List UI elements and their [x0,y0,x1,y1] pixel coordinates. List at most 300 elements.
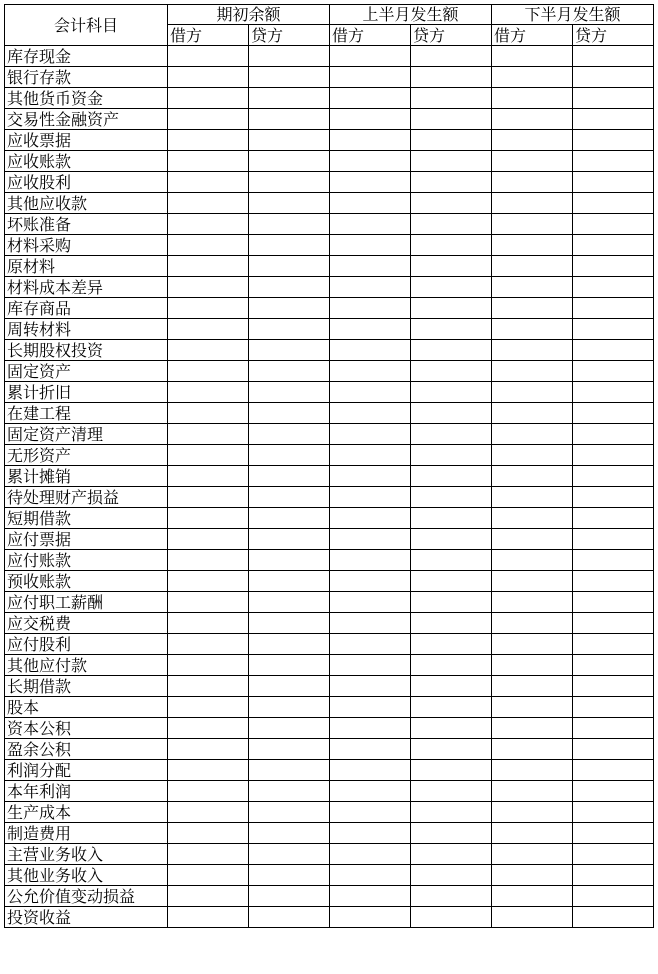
first-half-credit-cell[interactable] [411,130,492,151]
table-row [5,508,654,529]
opening-credit-cell[interactable] [249,46,330,67]
first-half-debit-cell[interactable] [330,718,411,739]
second-half-debit-cell[interactable] [492,676,573,697]
first-half-debit-cell[interactable] [330,823,411,844]
second-half-debit-cell[interactable] [492,424,573,445]
opening-debit-cell[interactable] [168,907,249,928]
second-half-debit-cell[interactable] [492,802,573,823]
opening-credit-cell[interactable] [249,151,330,172]
second-half-credit-cell[interactable] [573,382,654,403]
table-header [5,5,654,46]
opening-credit-cell[interactable] [249,739,330,760]
opening-debit-cell[interactable] [168,130,249,151]
opening-credit-cell[interactable] [249,550,330,571]
second-half-credit-cell[interactable] [573,424,654,445]
second-half-credit-cell[interactable] [573,592,654,613]
first-half-debit-cell[interactable] [330,403,411,424]
opening-credit-cell[interactable] [249,109,330,130]
second-half-debit-cell[interactable] [492,886,573,907]
table-row [5,424,654,445]
opening-credit-cell[interactable] [249,781,330,802]
second-half-debit-cell[interactable] [492,697,573,718]
first-half-credit-cell[interactable] [411,718,492,739]
first-half-debit-cell[interactable] [330,382,411,403]
first-half-debit-cell[interactable] [330,340,411,361]
opening-debit-cell[interactable] [168,865,249,886]
account-name-cell: 其他业务收入 [5,865,168,886]
account-name-cell: 应收账款 [5,151,168,172]
table-row [5,46,654,67]
first-half-credit-cell[interactable] [411,697,492,718]
opening-credit-cell[interactable] [249,676,330,697]
second-half-debit-cell[interactable] [492,214,573,235]
second-half-debit-cell[interactable] [492,382,573,403]
second-half-credit-cell[interactable] [573,487,654,508]
first-half-debit-cell[interactable] [330,739,411,760]
first-half-debit-cell[interactable] [330,256,411,277]
table-row [5,382,654,403]
opening-debit-cell[interactable] [168,697,249,718]
table-row [5,760,654,781]
second-half-credit-cell[interactable] [573,760,654,781]
second-half-credit-cell[interactable] [573,739,654,760]
first-half-credit-cell[interactable] [411,550,492,571]
opening-debit-cell[interactable] [168,445,249,466]
opening-debit-cell[interactable] [168,298,249,319]
account-name-cell: 应付票据 [5,529,168,550]
opening-credit-header: 贷方 [249,25,330,46]
first-half-debit-cell[interactable] [330,235,411,256]
second-half-debit-cell[interactable] [492,466,573,487]
account-name-cell: 固定资产 [5,361,168,382]
opening-credit-cell[interactable] [249,88,330,109]
second-half-debit-cell[interactable] [492,529,573,550]
opening-credit-cell[interactable] [249,508,330,529]
second-half-debit-cell[interactable] [492,67,573,88]
subject-column-header: 会计科目 [5,5,168,46]
second-half-credit-cell[interactable] [573,46,654,67]
second-half-credit-cell[interactable] [573,466,654,487]
table-row [5,739,654,760]
account-name-cell: 应付账款 [5,550,168,571]
second-half-credit-cell[interactable] [573,676,654,697]
second-half-credit-cell[interactable] [573,886,654,907]
first-half-debit-cell[interactable] [330,445,411,466]
account-name-cell: 公允价值变动损益 [5,886,168,907]
opening-debit-cell[interactable] [168,67,249,88]
table-row [5,130,654,151]
opening-debit-cell[interactable] [168,172,249,193]
first-half-credit-cell[interactable] [411,487,492,508]
opening-debit-cell[interactable] [168,109,249,130]
second-half-debit-cell[interactable] [492,571,573,592]
second-half-debit-cell[interactable] [492,613,573,634]
opening-debit-cell[interactable] [168,571,249,592]
opening-debit-cell[interactable] [168,151,249,172]
first-half-credit-cell[interactable] [411,256,492,277]
table-row [5,172,654,193]
first-half-debit-cell[interactable] [330,907,411,928]
second-half-debit-cell[interactable] [492,907,573,928]
first-half-credit-cell[interactable] [411,760,492,781]
opening-debit-cell[interactable] [168,340,249,361]
second-half-debit-cell[interactable] [492,403,573,424]
opening-credit-cell[interactable] [249,823,330,844]
second-half-credit-cell[interactable] [573,634,654,655]
second-half-debit-cell[interactable] [492,844,573,865]
second-half-credit-cell[interactable] [573,88,654,109]
second-half-credit-cell[interactable] [573,298,654,319]
opening-debit-cell[interactable] [168,277,249,298]
second-half-credit-cell[interactable] [573,109,654,130]
table-row [5,592,654,613]
first-half-credit-cell[interactable] [411,46,492,67]
opening-credit-cell[interactable] [249,697,330,718]
opening-credit-cell[interactable] [249,235,330,256]
opening-credit-cell[interactable] [249,529,330,550]
table-row [5,88,654,109]
second-half-credit-cell[interactable] [573,277,654,298]
opening-debit-cell[interactable] [168,718,249,739]
first-half-debit-cell[interactable] [330,214,411,235]
second-half-debit-cell[interactable] [492,508,573,529]
second-half-debit-cell[interactable] [492,172,573,193]
opening-debit-cell[interactable] [168,382,249,403]
second-half-credit-cell[interactable] [573,571,654,592]
second-half-credit-cell[interactable] [573,613,654,634]
opening-credit-cell[interactable] [249,613,330,634]
first-half-credit-cell[interactable] [411,634,492,655]
opening-debit-cell[interactable] [168,592,249,613]
account-name-cell: 原材料 [5,256,168,277]
second-half-debit-cell[interactable] [492,298,573,319]
opening-credit-cell[interactable] [249,445,330,466]
second-half-credit-cell[interactable] [573,172,654,193]
second-half-debit-cell[interactable] [492,46,573,67]
first-half-credit-cell[interactable] [411,823,492,844]
opening-debit-cell[interactable] [168,214,249,235]
first-half-credit-cell[interactable] [411,508,492,529]
second-half-debit-cell[interactable] [492,781,573,802]
opening-credit-cell[interactable] [249,802,330,823]
opening-credit-cell[interactable] [249,844,330,865]
first-half-credit-cell[interactable] [411,172,492,193]
opening-credit-cell[interactable] [249,214,330,235]
first-half-debit-cell[interactable] [330,151,411,172]
second-half-debit-cell[interactable] [492,592,573,613]
opening-debit-cell[interactable] [168,235,249,256]
first-half-debit-cell[interactable] [330,613,411,634]
first-half-debit-cell[interactable] [330,802,411,823]
opening-credit-cell[interactable] [249,424,330,445]
opening-credit-cell[interactable] [249,571,330,592]
second-half-debit-cell[interactable] [492,760,573,781]
opening-credit-cell[interactable] [249,319,330,340]
second-half-debit-cell[interactable] [492,193,573,214]
account-name-cell: 材料采购 [5,235,168,256]
table-row [5,781,654,802]
second-half-month-header: 下半月发生额 [492,5,654,25]
opening-debit-cell[interactable] [168,487,249,508]
opening-credit-cell[interactable] [249,361,330,382]
account-name-cell: 应付股利 [5,634,168,655]
opening-debit-cell[interactable] [168,550,249,571]
second-half-debit-cell[interactable] [492,550,573,571]
second-half-debit-cell[interactable] [492,487,573,508]
account-name-cell: 坏账准备 [5,214,168,235]
account-name-cell: 利润分配 [5,760,168,781]
second-half-credit-cell[interactable] [573,907,654,928]
first-half-credit-cell[interactable] [411,298,492,319]
second-half-debit-cell[interactable] [492,151,573,172]
first-half-debit-cell[interactable] [330,781,411,802]
account-name-cell: 交易性金融资产 [5,109,168,130]
table-row [5,550,654,571]
first-half-debit-cell[interactable] [330,67,411,88]
opening-debit-cell[interactable] [168,529,249,550]
first-half-debit-cell[interactable] [330,550,411,571]
first-half-credit-cell[interactable] [411,655,492,676]
opening-debit-cell[interactable] [168,361,249,382]
second-half-credit-cell[interactable] [573,235,654,256]
second-half-debit-cell[interactable] [492,634,573,655]
first-half-credit-cell[interactable] [411,193,492,214]
account-name-cell: 材料成本差异 [5,277,168,298]
first-half-credit-cell[interactable] [411,865,492,886]
first-half-debit-cell[interactable] [330,697,411,718]
opening-debit-cell[interactable] [168,424,249,445]
opening-balance-header: 期初余额 [168,5,330,25]
account-name-cell: 应收股利 [5,172,168,193]
second-half-debit-cell[interactable] [492,718,573,739]
opening-debit-cell[interactable] [168,844,249,865]
first-half-credit-cell[interactable] [411,109,492,130]
first-half-debit-cell[interactable] [330,865,411,886]
first-half-credit-cell[interactable] [411,235,492,256]
second-half-credit-cell[interactable] [573,529,654,550]
second-half-credit-cell[interactable] [573,823,654,844]
table-row [5,676,654,697]
second-half-credit-cell[interactable] [573,550,654,571]
second-half-credit-cell[interactable] [573,193,654,214]
account-name-cell: 生产成本 [5,802,168,823]
first-half-debit-cell[interactable] [330,172,411,193]
second-half-debit-cell[interactable] [492,319,573,340]
first-half-credit-cell[interactable] [411,151,492,172]
first-half-credit-cell[interactable] [411,445,492,466]
second-half-credit-cell[interactable] [573,67,654,88]
opening-credit-cell[interactable] [249,760,330,781]
table-row [5,802,654,823]
first-half-credit-cell[interactable] [411,214,492,235]
first-half-credit-cell[interactable] [411,361,492,382]
second-half-credit-cell[interactable] [573,802,654,823]
ledger-table [4,4,654,928]
table-row [5,655,654,676]
second-half-debit-cell[interactable] [492,277,573,298]
opening-credit-cell[interactable] [249,340,330,361]
first-half-debit-cell[interactable] [330,109,411,130]
table-row [5,613,654,634]
first-half-debit-cell[interactable] [330,46,411,67]
opening-credit-cell[interactable] [249,655,330,676]
first-half-debit-cell[interactable] [330,655,411,676]
second-half-debit-cell[interactable] [492,235,573,256]
second-half-credit-cell[interactable] [573,697,654,718]
first-half-credit-cell[interactable] [411,886,492,907]
opening-credit-cell[interactable] [249,172,330,193]
opening-debit-cell[interactable] [168,802,249,823]
second-half-credit-cell[interactable] [573,319,654,340]
second-half-credit-cell[interactable] [573,655,654,676]
account-name-cell: 在建工程 [5,403,168,424]
account-name-cell: 库存商品 [5,298,168,319]
opening-credit-cell[interactable] [249,67,330,88]
first-half-credit-cell[interactable] [411,403,492,424]
opening-debit-cell[interactable] [168,256,249,277]
opening-debit-cell[interactable] [168,403,249,424]
opening-debit-cell[interactable] [168,613,249,634]
first-half-debit-cell[interactable] [330,277,411,298]
opening-debit-cell[interactable] [168,319,249,340]
second-half-credit-cell[interactable] [573,256,654,277]
first-half-debit-cell[interactable] [330,88,411,109]
table-row [5,67,654,88]
opening-debit-cell[interactable] [168,46,249,67]
first-half-debit-cell[interactable] [330,130,411,151]
second-half-credit-cell[interactable] [573,508,654,529]
second-half-credit-cell[interactable] [573,214,654,235]
opening-debit-cell[interactable] [168,676,249,697]
opening-debit-cell[interactable] [168,466,249,487]
second-half-credit-cell[interactable] [573,151,654,172]
opening-credit-cell[interactable] [249,634,330,655]
second-half-credit-cell[interactable] [573,361,654,382]
opening-credit-cell[interactable] [249,592,330,613]
opening-credit-cell[interactable] [249,487,330,508]
opening-credit-cell[interactable] [249,718,330,739]
first-half-credit-cell[interactable] [411,88,492,109]
second-half-debit-cell[interactable] [492,130,573,151]
opening-debit-header: 借方 [168,25,249,46]
second-half-debit-cell[interactable] [492,361,573,382]
first-half-debit-cell[interactable] [330,361,411,382]
first-half-credit-cell[interactable] [411,571,492,592]
first-half-credit-cell[interactable] [411,739,492,760]
first-half-credit-cell[interactable] [411,319,492,340]
table-row [5,256,654,277]
opening-debit-cell[interactable] [168,193,249,214]
second-half-debit-cell[interactable] [492,445,573,466]
opening-debit-cell[interactable] [168,823,249,844]
first-half-debit-cell[interactable] [330,508,411,529]
opening-credit-cell[interactable] [249,886,330,907]
opening-debit-cell[interactable] [168,655,249,676]
second-half-credit-cell[interactable] [573,403,654,424]
first-half-credit-cell[interactable] [411,676,492,697]
first-half-credit-cell[interactable] [411,382,492,403]
second-half-credit-cell[interactable] [573,844,654,865]
first-half-debit-cell[interactable] [330,760,411,781]
second-half-debit-cell[interactable] [492,88,573,109]
second-half-debit-cell[interactable] [492,655,573,676]
second-half-credit-cell[interactable] [573,865,654,886]
opening-credit-cell[interactable] [249,193,330,214]
first-half-credit-cell[interactable] [411,424,492,445]
opening-credit-cell[interactable] [249,865,330,886]
first-half-debit-cell[interactable] [330,886,411,907]
opening-credit-cell[interactable] [249,907,330,928]
first-half-credit-cell[interactable] [411,802,492,823]
first-half-credit-cell[interactable] [411,844,492,865]
first-half-debit-cell[interactable] [330,592,411,613]
first-half-debit-cell[interactable] [330,529,411,550]
first-half-debit-cell[interactable] [330,571,411,592]
opening-debit-cell[interactable] [168,88,249,109]
first-half-credit-cell[interactable] [411,613,492,634]
second-half-debit-cell[interactable] [492,823,573,844]
first-half-credit-cell[interactable] [411,592,492,613]
first-half-debit-cell[interactable] [330,634,411,655]
first-half-credit-cell[interactable] [411,529,492,550]
first-half-credit-cell[interactable] [411,340,492,361]
second-half-debit-cell[interactable] [492,865,573,886]
first-half-credit-cell[interactable] [411,907,492,928]
table-body [5,46,654,928]
opening-credit-cell[interactable] [249,256,330,277]
first-half-debit-cell[interactable] [330,424,411,445]
first-half-credit-cell[interactable] [411,67,492,88]
opening-debit-cell[interactable] [168,760,249,781]
first-half-debit-cell[interactable] [330,466,411,487]
opening-debit-cell[interactable] [168,634,249,655]
second-half-credit-cell[interactable] [573,445,654,466]
opening-debit-cell[interactable] [168,781,249,802]
second-half-credit-cell[interactable] [573,781,654,802]
first-half-credit-cell[interactable] [411,781,492,802]
opening-credit-cell[interactable] [249,466,330,487]
first-half-month-header: 上半月发生额 [330,5,492,25]
second-half-credit-cell[interactable] [573,718,654,739]
second-half-credit-cell[interactable] [573,340,654,361]
table-row [5,634,654,655]
first-half-debit-cell[interactable] [330,298,411,319]
first-half-credit-cell[interactable] [411,277,492,298]
opening-debit-cell[interactable] [168,739,249,760]
opening-credit-cell[interactable] [249,382,330,403]
opening-debit-cell[interactable] [168,508,249,529]
first-half-debit-cell[interactable] [330,844,411,865]
first-half-credit-cell[interactable] [411,466,492,487]
second-half-debit-cell[interactable] [492,340,573,361]
account-name-cell: 长期股权投资 [5,340,168,361]
first-half-debit-cell[interactable] [330,319,411,340]
opening-credit-cell[interactable] [249,298,330,319]
second-half-debit-cell[interactable] [492,109,573,130]
second-half-debit-cell[interactable] [492,256,573,277]
second-half-credit-cell[interactable] [573,130,654,151]
first-half-debit-cell[interactable] [330,487,411,508]
opening-credit-cell[interactable] [249,277,330,298]
account-name-cell: 股本 [5,697,168,718]
account-name-cell: 无形资产 [5,445,168,466]
first-half-debit-cell[interactable] [330,193,411,214]
first-half-debit-cell[interactable] [330,676,411,697]
opening-credit-cell[interactable] [249,403,330,424]
second-half-debit-cell[interactable] [492,739,573,760]
opening-credit-cell[interactable] [249,130,330,151]
opening-debit-cell[interactable] [168,886,249,907]
